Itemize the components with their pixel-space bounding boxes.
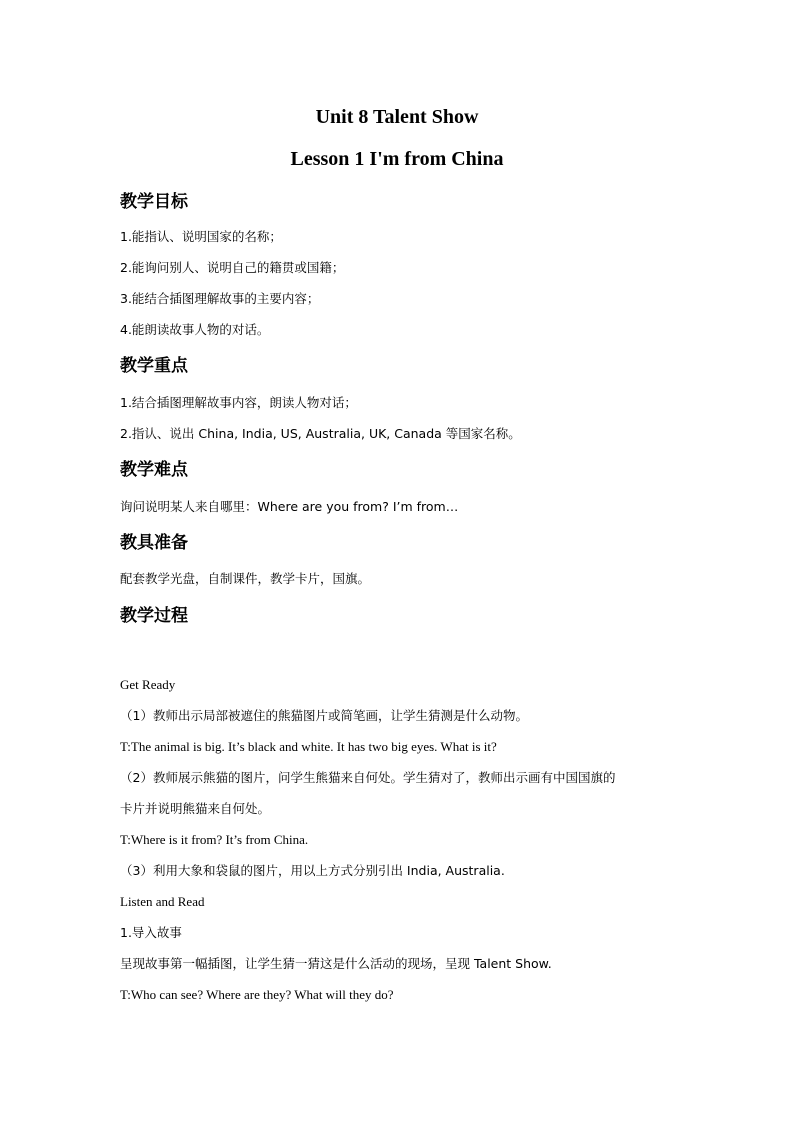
process-line: Get Ready — [120, 677, 176, 692]
difficulties-text: 询问说明某人来自哪里：Where are you from? I’m from… — [120, 499, 459, 514]
key-point-item: 2.指认、说出 China, India, US, Australia, UK, Canada 等国家名称。 — [120, 426, 521, 441]
process-line: （3）利用大象和袋鼠的图片，用以上方式分别引出 India, Australia. — [120, 863, 505, 878]
process-line: T:Who can see? Where are they? What will they do? — [120, 987, 394, 1002]
process-line: （2）教师展示熊猫的图片，问学生熊猫来自何处。学生猜对了，教师出示画有中国国旗的 — [120, 770, 616, 785]
objectives-heading: 教学目标 — [120, 192, 188, 212]
objective-item: 3.能结合插图理解故事的主要内容； — [120, 291, 320, 306]
process-line: 卡片并说明熊猫来自何处。 — [120, 801, 271, 816]
process-line: Listen and Read — [120, 894, 205, 909]
difficulties-heading: 教学难点 — [120, 460, 188, 480]
process-line: 1.导入故事 — [120, 925, 182, 940]
process-line: T:Where is it from? It’s from China. — [120, 832, 309, 847]
process-heading: 教学过程 — [120, 606, 188, 626]
process-line: （1）教师出示局部被遮住的熊猫图片或简笔画，让学生猜测是什么动物。 — [120, 708, 528, 723]
unit-title: Unit 8 Talent Show — [315, 106, 479, 128]
process-line: T:The animal is big. It’s black and white. It has two big eyes. What is it? — [120, 739, 497, 754]
key-points-heading: 教学重点 — [120, 356, 188, 376]
objective-item: 2.能询问别人、说明自己的籍贯或国籍； — [120, 260, 345, 275]
materials-text: 配套教学光盘，自制课件，教学卡片，国旗。 — [120, 571, 371, 586]
objective-item: 1.能指认、说明国家的名称； — [120, 229, 282, 244]
objective-item: 4.能朗读故事人物的对话。 — [120, 322, 270, 337]
key-point-item: 1.结合插图理解故事内容，朗读人物对话； — [120, 395, 357, 410]
process-line: 呈现故事第一幅插图，让学生猜一猜这是什么活动的现场，呈现 Talent Show. — [120, 956, 552, 971]
materials-heading: 教具准备 — [120, 533, 188, 553]
lesson-title: Lesson 1 I'm from China — [290, 148, 504, 170]
